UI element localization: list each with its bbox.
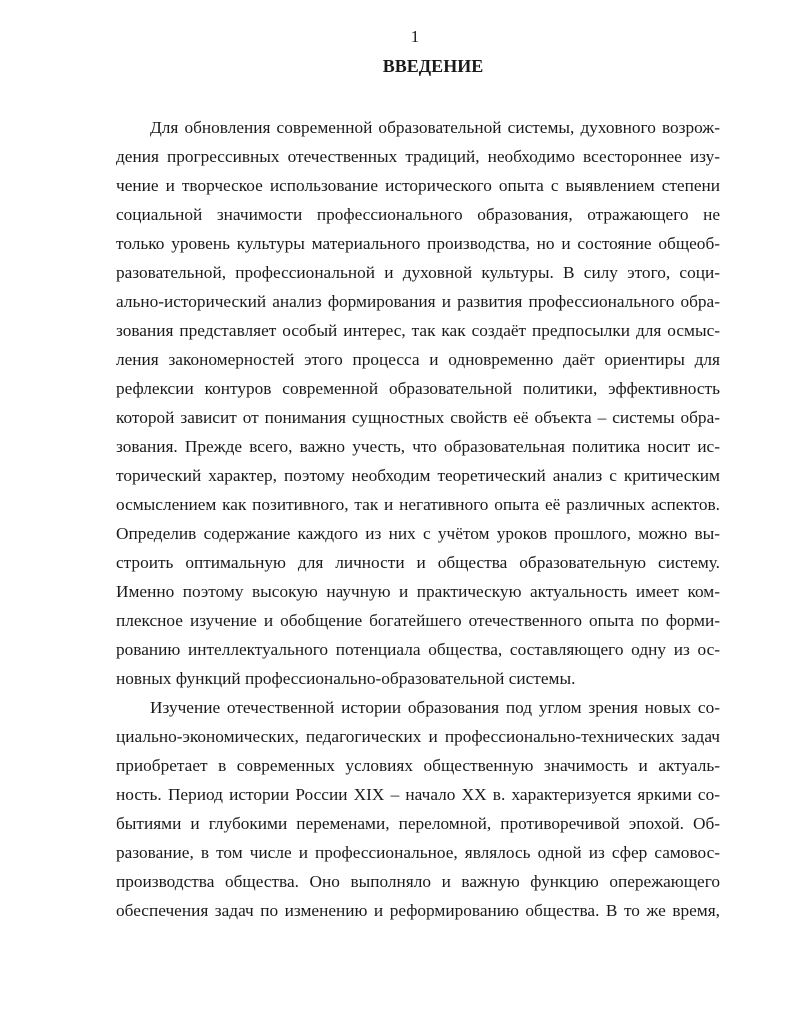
text-line: только уровень культуры материального производства, но и состояние общеоб- — [116, 234, 720, 253]
text-line: рефлексии контуров современной образовательной политики, эффективность — [116, 379, 720, 398]
text-line: торический характер, поэтому необходим теоретический анализ с критическим — [116, 466, 720, 485]
text-line: производства общества. Оно выполняло и важную функцию опережающего — [116, 872, 720, 891]
text-line: Изучение отечественной истории образования под углом зрения новых со- — [150, 698, 720, 717]
text-line: чение и творческое использование исторического опыта с выявлением степени — [116, 176, 720, 195]
page-number: 1 — [410, 27, 420, 46]
text-line: циально-экономических, педагогических и профессионально-технических задач — [116, 727, 720, 746]
text-line: разовательной, профессиональной и духовной культуры. В силу этого, соци- — [116, 263, 720, 282]
text-line: дения прогрессивных отечественных традиций, необходимо всестороннее изу- — [116, 147, 720, 166]
paragraph-2 — [116, 693, 720, 925]
text-line: ально-исторический анализ формирования и развития профессионального обра- — [116, 292, 720, 311]
text-line: ления закономерностей этого процесса и одновременно даёт ориентиры для — [116, 350, 720, 369]
text-line: плексное изучение и обобщение богатейшего отечественного опыта по форми- — [116, 611, 720, 630]
text-line: новных функций профессионально-образовательной системы. — [116, 669, 576, 688]
text-line: Определив содержание каждого из них с учётом уроков прошлого, можно вы- — [116, 524, 720, 543]
text-line: Для обновления современной образовательной системы, духовного возрож- — [150, 118, 720, 137]
text-line: ность. Период истории России XIX – начало XX в. характеризуется яркими со- — [116, 785, 720, 804]
page-title: ВВЕДЕНИЕ — [382, 56, 484, 76]
text-line: приобретает в современных условиях общественную значимость и актуаль- — [116, 756, 720, 775]
text-line: социальной значимости профессионального образования, отражающего не — [116, 205, 720, 224]
text-line: Именно поэтому высокую научную и практическую актуальность имеет ком- — [116, 582, 720, 601]
text-line: бытиями и глубокими переменами, переломной, противоречивой эпохой. Об- — [116, 814, 720, 833]
text-line: зования. Прежде всего, важно учесть, что образовательная политика носит ис- — [116, 437, 720, 456]
text-line: рованию интеллектуального потенциала общества, составляющего одну из ос- — [116, 640, 720, 659]
text-line: разование, в том числе и профессиональное, являлось одной из сфер самовос- — [116, 843, 720, 862]
text-line: обеспечения задач по изменению и реформированию общества. В то же время, — [116, 901, 720, 920]
text-line: которой зависит от понимания сущностных свойств её объекта – системы обра- — [116, 408, 720, 427]
text-line: осмыслением как позитивного, так и негативного опыта её различных аспектов. — [116, 495, 720, 514]
paragraph-1 — [116, 113, 720, 693]
text-line: строить оптимальную для личности и общества образовательную систему. — [116, 553, 720, 572]
document-body — [116, 113, 720, 925]
text-line: зования представляет особый интерес, так как создаёт предпосылки для осмыс- — [116, 321, 720, 340]
